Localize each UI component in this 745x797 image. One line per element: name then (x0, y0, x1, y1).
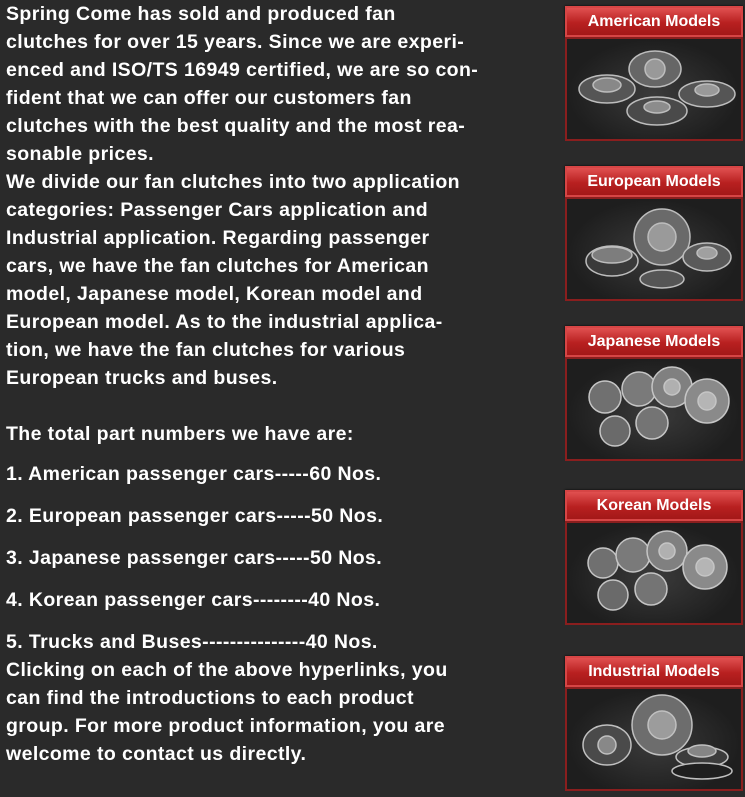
intro-line: tion, we have the fan clutches for various (6, 339, 406, 361)
totals-heading: The total part numbers we have are: (6, 423, 354, 445)
intro-line: European model. As to the industrial applica- (6, 311, 443, 333)
european-models-link[interactable] (565, 166, 743, 299)
intro-line: sonable prices. (6, 143, 154, 165)
list-item: 1. American passenger cars-----60 Nos. (6, 463, 382, 485)
fan-clutch-group-image[interactable] (565, 521, 743, 625)
intro-line: model, Japanese model, Korean model and (6, 283, 423, 305)
intro-line: Industrial application. Regarding passenger (6, 227, 430, 249)
closing-paragraph (6, 656, 558, 768)
list-item: 5. Trucks and Buses---------------40 Nos. (6, 631, 378, 653)
model-header[interactable]: Japanese Models (565, 326, 743, 357)
model-header[interactable]: Korean Models (565, 490, 743, 521)
intro-line: We divide our fan clutches into two application (6, 171, 460, 193)
intro-line: categories: Passenger Cars application and (6, 199, 429, 221)
intro-line: cars, we have the fan clutches for American (6, 255, 429, 277)
closing-line: can find the introductions to each product (6, 687, 414, 709)
closing-line: Clicking on each of the above hyperlinks, you (6, 659, 448, 681)
intro-line: clutches with the best quality and the most rea- (6, 115, 466, 137)
fan-clutch-group-image[interactable] (565, 37, 743, 141)
closing-line: group. For more product information, you are (6, 715, 446, 737)
model-header[interactable]: American Models (565, 6, 743, 37)
intro-paragraph (6, 0, 558, 392)
fan-clutch-group-image[interactable] (565, 687, 743, 791)
japanese-models-link[interactable] (565, 326, 743, 459)
list-item: 4. Korean passenger cars--------40 Nos. (6, 589, 381, 611)
industrial-models-link[interactable] (565, 656, 743, 789)
intro-line: European trucks and buses. (6, 367, 278, 389)
intro-line: clutches for over 15 years. Since we are experi- (6, 31, 465, 53)
fan-clutch-group-image[interactable] (565, 357, 743, 461)
model-header[interactable]: Industrial Models (565, 656, 743, 687)
content-column (6, 0, 558, 768)
list-item: 3. Japanese passenger cars-----50 Nos. (6, 547, 383, 569)
korean-models-link[interactable] (565, 490, 743, 623)
american-models-link[interactable] (565, 6, 743, 139)
intro-line: Spring Come has sold and produced fan (6, 3, 396, 25)
closing-line: welcome to contact us directly. (6, 743, 307, 765)
intro-line: enced and ISO/TS 16949 certified, we are so con- (6, 59, 479, 81)
intro-line: fident that we can offer our customers fan (6, 87, 412, 109)
model-header[interactable]: European Models (565, 166, 743, 197)
list-item: 2. European passenger cars-----50 Nos. (6, 505, 384, 527)
fan-clutch-group-image[interactable] (565, 197, 743, 301)
